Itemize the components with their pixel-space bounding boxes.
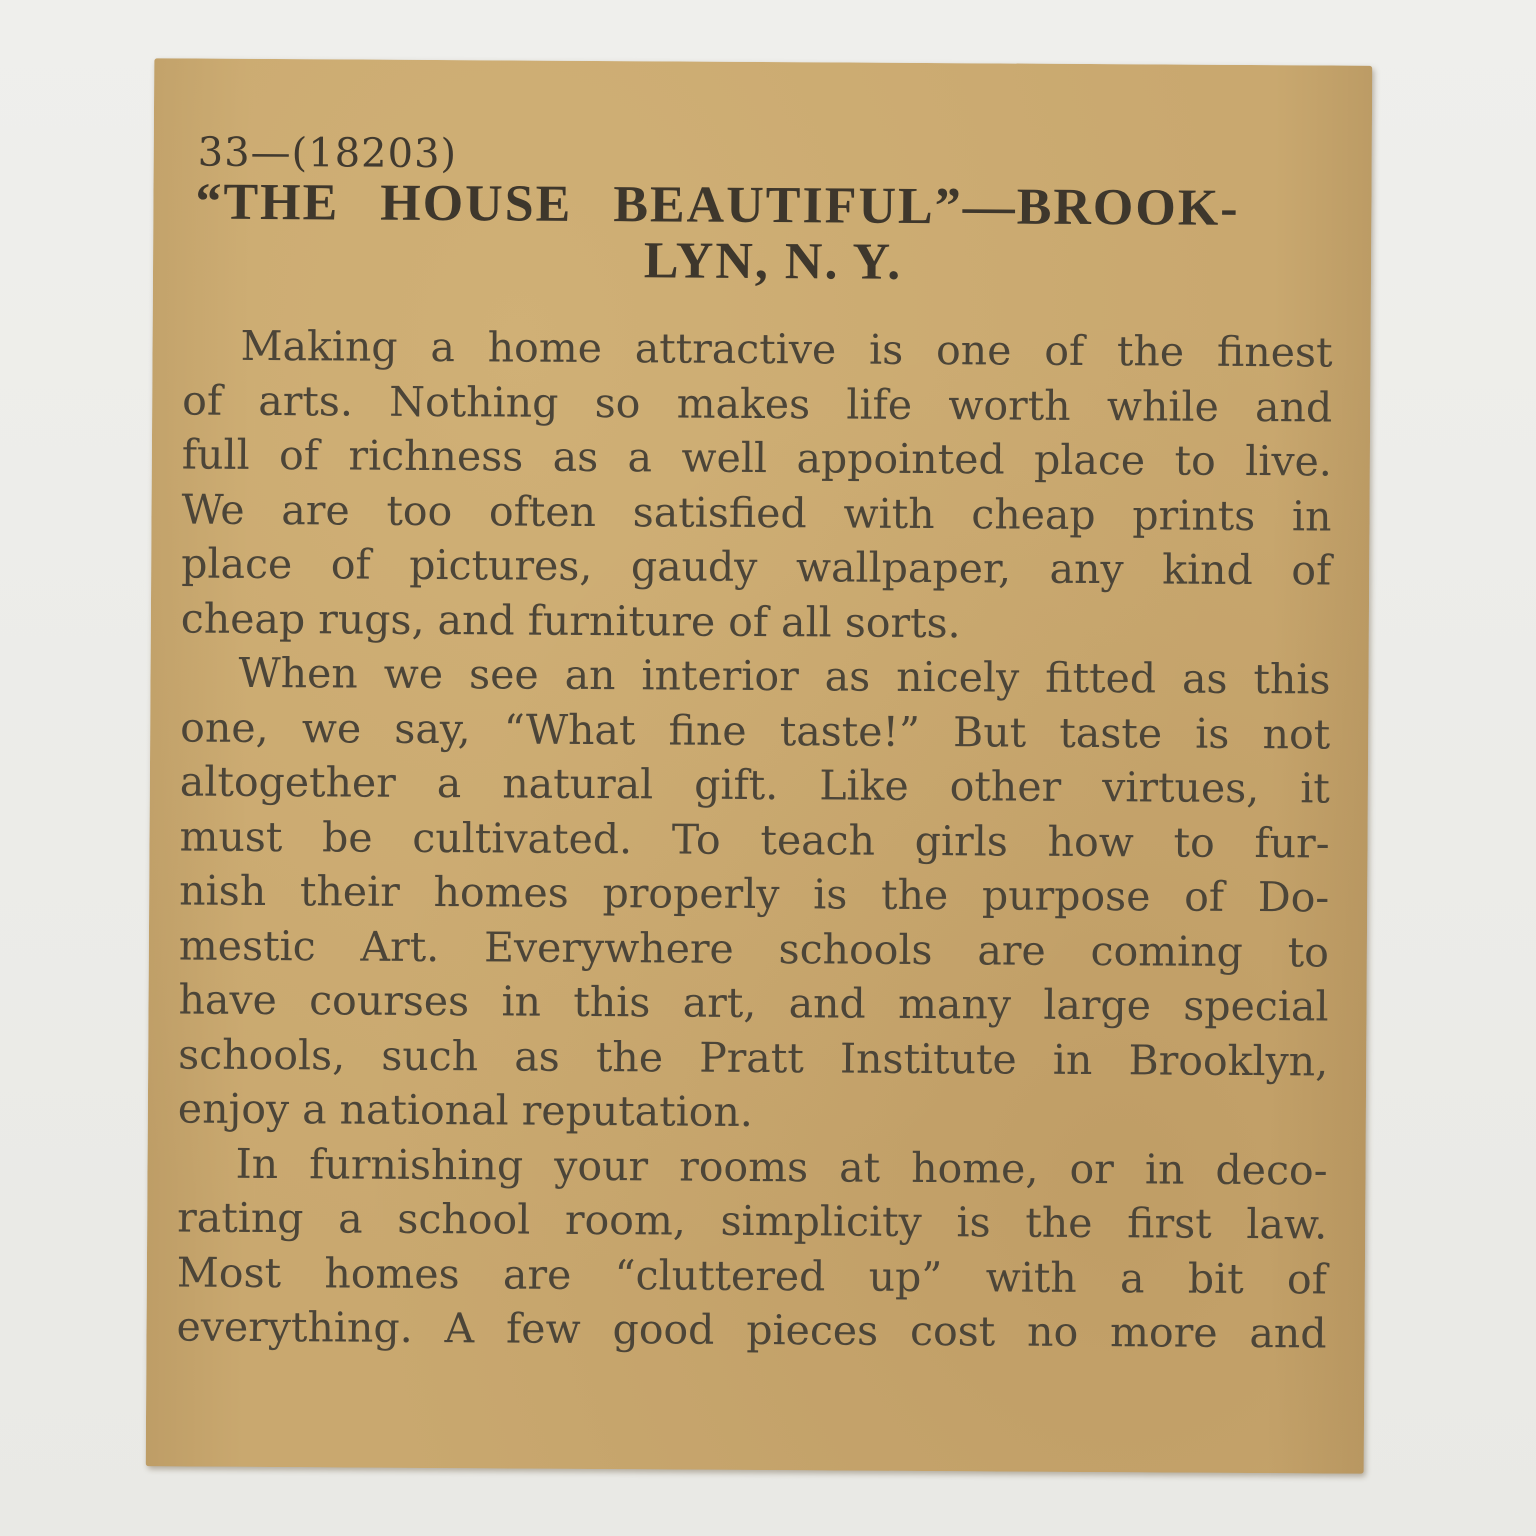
body-line: schools, such as the Pratt Institute in Brooklyn, [178, 1029, 1329, 1085]
body-line: enjoy a national reputation. [177, 1084, 754, 1136]
card-title-line-2: LYN, N. Y. [643, 232, 903, 291]
body-line: In furnishing your rooms at home, or in deco- [235, 1139, 1328, 1194]
printed-card [146, 58, 1373, 1473]
card-number: 33—(18203) [197, 129, 458, 178]
body-line: mestic Art. Everywhere schools are coming to [178, 920, 1330, 976]
body-line: full of richness as a well appointed place to live. [181, 430, 1333, 486]
body-line: one, we say, “What fine taste!” But taste is not [180, 702, 1331, 758]
body-line: everything. A few good pieces cost no more and [176, 1302, 1327, 1358]
body-line: cheap rugs, and furniture of all sorts. [180, 593, 961, 647]
card-body [176, 318, 1342, 1361]
body-line: of arts. Nothing so makes life worth while and [182, 375, 1333, 431]
body-line: place of pictures, gaudy wallpaper, any kind of [181, 539, 1332, 595]
body-line: nish their homes properly is the purpose of Do- [179, 866, 1330, 922]
card-title-line-1: “THE HOUSE BEAUTIFUL”—BROOK- [195, 173, 1240, 237]
body-line: rating a school room, simplicity is the first law. [177, 1193, 1328, 1249]
body-line: altogether a natural gift. Like other virtues, it [179, 757, 1331, 813]
card-content [176, 130, 1343, 1361]
body-line: Making a home attractive is one of the finest [240, 321, 1333, 377]
body-line: must be cultivated. To teach girls how to fur- [179, 811, 1330, 867]
body-line: When we see an interior as nicely fitted as this [238, 648, 1331, 704]
body-line: have courses in this art, and many large special [178, 975, 1329, 1031]
body-line: We are too often satisfied with cheap prints in [181, 484, 1332, 540]
body-line: Most homes are “cluttered up” with a bit of [176, 1247, 1328, 1303]
